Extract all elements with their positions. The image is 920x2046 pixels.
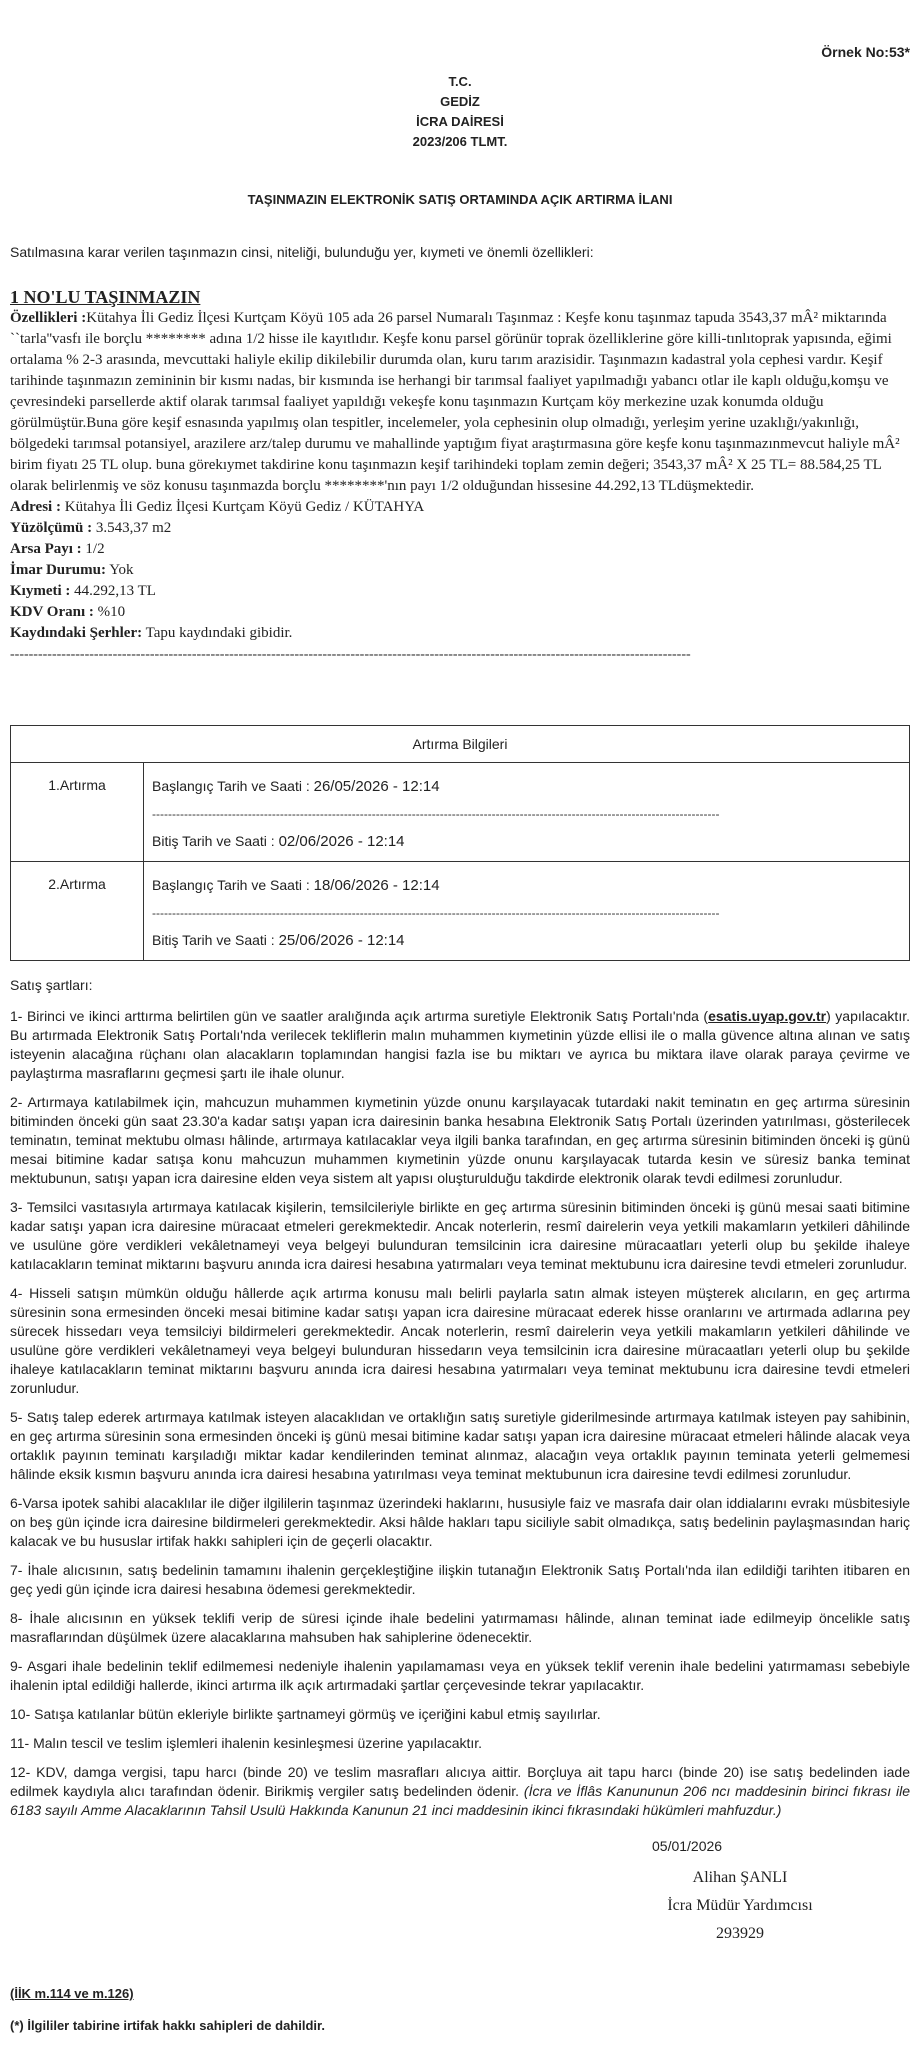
footnote: (*) İlgililer tabirine irtifak hakkı sahipleri de dahildir. bbox=[10, 2018, 325, 2033]
time-separator: ---------------------------------------------------------------------------------------------------------------------------------------------- bbox=[152, 906, 720, 920]
field-value: 3.543,37 m2 bbox=[95, 520, 172, 536]
signer-role: İcra Müdür Yardımcısı bbox=[667, 1897, 813, 1914]
time-separator: ---------------------------------------------------------------------------------------------------------------------------------------------- bbox=[152, 807, 720, 821]
intro-text: Satılmasına karar verilen taşınmazın cinsi, niteliği, bulunduğu yer, kıymeti ve önemli özellikleri: bbox=[10, 244, 594, 260]
term-item: 6-Varsa ipotek sahibi alacaklılar ile diğer ilgililerin taşınmaz üzerindeki haklarını, hususiyle faiz ve masrafa dair olan iddialarını evrakı müsbitesiyle on beş gün içinde icra dairesine bildirmeleri gerekmektedir. Aksi hâlde hakları tapu siciliyle sabit olmadıkça, satış bedelinin paylaşmasından hariç kalacak ve bu hususlar irtifak hakkı sahipleri için de geçerli olacaktır. bbox=[10, 1495, 910, 1549]
signer-registry-no: 293929 bbox=[716, 1925, 764, 1942]
property-heading: 1 NO'LU TAŞINMAZIN bbox=[10, 287, 201, 307]
auction-times bbox=[144, 763, 910, 862]
start-time bbox=[152, 775, 905, 798]
field-label: Kaydındaki Şerhler: bbox=[10, 625, 143, 641]
term-item: 3- Temsilci vasıtasıyla artırmaya katılacak kişilerin, temsilcileriyle birlikte en geç artırma süresinin bitiminden önceki iş günü mesai saati bitimine kadar satışı yapan icra dairesine müracaat etmeleri gerekmektedir. Ancak noterlerin, resmî dairelerin veya yetkili makamların yetkileri dâhilinde ve usulüne göre verdikleri vekâletnameyi veya belgeyi bulunduran temsilcinin icra dairesine müracaatları yeterli olup bu şekilde ihaleye katılacakların teminat miktarını başvuru anında icra dairesi hesabına yatırmaları veya teminat mektubunu icra dairesine tevdi etmeleri zorunludur. bbox=[10, 1199, 910, 1272]
field-label: Kıymeti : bbox=[10, 583, 71, 599]
office-label: İCRA DAİRESİ bbox=[416, 114, 504, 129]
field-value: 1/2 bbox=[85, 541, 105, 557]
property-field bbox=[10, 518, 910, 539]
city-label: GEDİZ bbox=[440, 94, 480, 109]
property-field bbox=[10, 560, 910, 581]
field-label: Arsa Payı : bbox=[10, 541, 82, 557]
field-value: Tapu kaydındaki gibidir. bbox=[145, 625, 293, 641]
property-field bbox=[10, 602, 910, 623]
term-legal-note: (İcra ve İflâs Kanununun 206 ncı maddesinin birinci fıkrası ile 6183 sayılı Amme Alacaklarının Tahsil Usulü Hakkında Kanunun 21 inci maddesinin ikinci fıkrasındaki hükümleri mahfuzdur.) bbox=[10, 1783, 910, 1818]
property-field bbox=[10, 623, 910, 644]
property-features bbox=[10, 308, 910, 497]
property-field bbox=[10, 581, 910, 602]
portal-link[interactable]: esatis.uyap.gov.tr bbox=[708, 1008, 827, 1024]
term-item bbox=[10, 1763, 910, 1820]
property-field bbox=[10, 539, 910, 560]
start-label: Başlangıç Tarih ve Saati : bbox=[152, 877, 310, 893]
term-item: 2- Artırmaya katılabilmek için, mahcuzun muhammen kıymetinin yüzde onunu karşılayacak tutardaki nakit teminatın en geç artırma süresinin bitiminden önceki gün saat 23.30'a kadar satışı yapan icra dairesinin banka hesabına Elektronik Satış Portalı üzerinden yatırılması, gösterilecek teminatın, teminat mektubu olması hâlinde, artırmaya katılacaklar veya ilgili banka tarafından, en geç artırma süresinin bitiminden önceki iş günü mesai bitimine kadar satışa konu mahcuzun muhammen kıymetinin yüzde onunu karşılayacak tutarda kesin ve süresiz banka teminat mektubunun, satışı yapan icra dairesine elden veya sistem alt yapısı oluşturulduğu takdirde elektronik olarak tevdi edilmesi zorunludur. bbox=[10, 1094, 910, 1186]
end-time bbox=[152, 929, 905, 952]
start-label: Başlangıç Tarih ve Saati : bbox=[152, 778, 310, 794]
auction-caption: Artırma Bilgileri bbox=[11, 726, 910, 763]
auction-round-label: 1.Artırma bbox=[11, 763, 144, 862]
term-item: 5- Satış talep ederek artırmaya katılmak isteyen alacaklıdan ve ortaklığın satış suretiyle giderilmesinde artırmaya katılmak isteyen pay sahibinin, en geç artırma süresinin sona ermesinden önceki iş günü mesai bitimine kadar satışı yapan icra dairesine müracaat etmeleri hâlinde alacak veya ortaklık payının teminatı karşıladığı miktar kadar kendilerinden teminat alınmaz, alacağın veya ortaklık payının teminata yeterli gelmemesi hâlinde eksik kısmın başvuru anında icra dairesi hesabına yatırılması veya teminat mektubunun icra dairesine tevdi edilmesi zorunludur. bbox=[10, 1409, 910, 1482]
term-item: 7- İhale alıcısının, satış bedelinin tamamını ihalenin gerçekleştiğine ilişkin tutanağın Elektronik Satış Portalı'nda ilan edildiği tarihten itibaren en geç yedi gün içinde icra dairesi hesabına ödemesi gerekmektedir. bbox=[10, 1562, 910, 1597]
start-value: 18/06/2026 - 12:14 bbox=[313, 877, 440, 894]
term-text: 1- Birinci ve ikinci arttırma belirtilen gün ve saatler aralığında açık artırma suretiyle Elektronik Satış Portalı'nda ( bbox=[10, 1008, 709, 1024]
section-separator: -------------------------------------------------------------------------------------------------------------------------------------------------- bbox=[10, 647, 691, 662]
field-value: 44.292,13 TL bbox=[74, 583, 156, 599]
end-value: 25/06/2026 - 12:14 bbox=[278, 932, 405, 949]
document-title: TAŞINMAZIN ELEKTRONİK SATIŞ ORTAMINDA AÇIK ARTIRMA İLANI bbox=[247, 192, 673, 207]
file-number: 2023/206 TLMT. bbox=[412, 134, 508, 149]
start-value: 26/05/2026 - 12:14 bbox=[313, 778, 440, 795]
field-label: Yüzölçümü : bbox=[10, 520, 93, 536]
term-text: ) yapılacaktır. Bu artırmada Elektronik Satış Portalı'nda verilecek tekliflerin malın muhammen kıymetinin yüzde ellisi ile o malla güvence altına alınan ve satış isteyenin alacağına rüçhanı olan alacakların toplamından hangisi fazla ise bu miktarı ve ayrıca bu miktara ilave olarak paraya çevirme ve paylaştırma masraflarını geçmesi şartı ile ihale olunur. bbox=[10, 1008, 910, 1081]
property-field bbox=[10, 497, 910, 518]
sale-terms bbox=[10, 976, 910, 1830]
term-item: 11- Malın tescil ve teslim işlemleri ihalenin kesinleşmesi üzerine yapılacaktır. bbox=[10, 1735, 483, 1751]
term-item bbox=[10, 1007, 910, 1083]
term-item: 8- İhale alıcısının en yüksek teklifi verip de süresi içinde ihale bedelini yatırmaması hâlinde, alınan teminat iade edilmeyip öncelikle satış masraflarından düşülmek üzere alacaklarına mahsuben hak sahiplerine ödenecektir. bbox=[10, 1610, 910, 1645]
country-label: T.C. bbox=[448, 74, 472, 89]
office-header bbox=[10, 72, 910, 152]
law-reference: (İİK m.114 ve m.126) bbox=[10, 1986, 134, 2001]
features-label: Özellikleri : bbox=[10, 310, 87, 326]
end-label: Bitiş Tarih ve Saati : bbox=[152, 932, 275, 948]
field-label: KDV Oranı : bbox=[10, 604, 94, 620]
signature-date: 05/01/2026 bbox=[652, 1838, 723, 1854]
term-item: 9- Asgari ihale bedelinin teklif edilmemesi nedeniyle ihalenin yapılamaması veya en yüksek teklif verenin ihale bedelini yatırmaması sebebiyle ihalenin iptal edildiği hallerde, ikinci artırma ilk açık artırmadaki şartlar çerçevesinde tekrar yapılacaktır. bbox=[10, 1658, 910, 1693]
terms-heading: Satış şartları: bbox=[10, 977, 93, 993]
field-value: %10 bbox=[97, 604, 126, 620]
field-label: Adresi : bbox=[10, 499, 61, 515]
field-value: Kütahya İli Gediz İlçesi Kurtçam Köyü Gediz / KÜTAHYA bbox=[64, 499, 425, 515]
start-time bbox=[152, 874, 905, 897]
auction-table bbox=[10, 725, 910, 961]
auction-times bbox=[144, 862, 910, 961]
term-item: 10- Satışa katılanlar bütün ekleriyle birlikte şartnameyi görmüş ve içeriğini kabul etmiş sayılırlar. bbox=[10, 1706, 601, 1722]
end-label: Bitiş Tarih ve Saati : bbox=[152, 833, 275, 849]
auction-row bbox=[11, 862, 910, 961]
features-text: Kütahya İli Gediz İlçesi Kurtçam Köyü 105 ada 26 parsel Numaralı Taşınmaz : Keşfe konu taşınmaz tapuda 3543,37 mÂ² miktarında ``tarla''vasfı ile borçlu ******** adına 1/2 hisse ile kayıtlıdır. Keşfe konu parsel görünür toprak özelliklerine göre killi-tınlıtoprak yapısında, eğimi ortalama % 2-3 arasında, mevcuttaki haliyle ekilip dikilebilir durumda olan, kuru tarım arazisidir. Taşınmazın kadastral yola cephesi vardır. Keşif tarihinde taşınmazın zemininin bir kısmı nadas, bir kısmında ise herhangi bir tarımsal faaliyet yapılmadığı yabancı otlar ile kaplı olduğu,komşu ve çevresindeki parsellerde aktif olarak tarımsal faaliyet yapıldığı vekeşfe konu taşınmazın Kurtçam köy merkezine uzak konumda olduğu görülmüştür.Buna göre keşif esnasında yapılmış olan tespitler, incelemeler, yola cephesinin olup olmadığı, yerleşim yerine uzaklığı/yakınlığı, bölgedeki tarımsal potansiyel, arazilere arz/talep durumu ve mahallinde yaptığım fiyat araştırmasına göre keşfe konu taşınmazınmevcut haliyle mÂ² birim fiyatı 25 TL olup. buna görekıymet takdirine konu taşınmazın keşif tarihindeki toplam zemin değeri; 3543,37 mÂ² X 25 TL= 88.584,25 TL olarak belirlenmiş ve söz konusu taşınmazda borçlu ********'nın payı 1/2 olduğundan hissesine 44.292,13 TLdüşmektedir. bbox=[10, 310, 900, 494]
field-label: İmar Durumu: bbox=[10, 562, 106, 578]
end-time bbox=[152, 830, 905, 853]
signature-block bbox=[610, 1864, 870, 1948]
sample-number: Örnek No:53* bbox=[821, 44, 910, 60]
field-value: Yok bbox=[109, 562, 134, 578]
end-value: 02/06/2026 - 12:14 bbox=[278, 833, 405, 850]
auction-round-label: 2.Artırma bbox=[11, 862, 144, 961]
document-page bbox=[10, 0, 910, 2046]
term-text: 12- KDV, damga vergisi, tapu harcı (binde 20) ve teslim masrafları alıcıya aittir. Borçluya ait tapu harcı (binde 20) ise satış bedelinden iade edilmek kaydıyla alıcı tarafından ödenir. Birikmiş vergiler satış bedelinden ödenir. bbox=[10, 1764, 910, 1799]
signer-name: Alihan ŞANLI bbox=[692, 1869, 788, 1886]
property-section bbox=[10, 286, 910, 665]
auction-row bbox=[11, 763, 910, 862]
term-item: 4- Hisseli satışın mümkün olduğu hâllerde açık artırma konusu malı belirli paylarla satın almak isteyen müşterek alıcıların, en geç artırma süresinin sona ermesinden önceki mesai bitimine kadar satışı yapan icra dairesine müracaat ederek hisse oranlarını ve artırmada adlarına pey sürecek hissedarı veya temsilciyi bildirmeleri gerekmektedir. Ancak noterlerin, resmî dairelerin veya yetkili makamların yetkileri dâhilinde ve usulüne göre verdikleri vekâletnameyi veya belgeyi bulunduran hissedarın veya temsilcinin icra dairesine müracaatları yeterli olup bu şekilde ihaleye katılacakların teminat miktarını başvuru anında icra dairesi hesabına yatırmaları veya teminat mektubunu icra dairesine tevdi etmeleri zorunludur. bbox=[10, 1285, 910, 1396]
